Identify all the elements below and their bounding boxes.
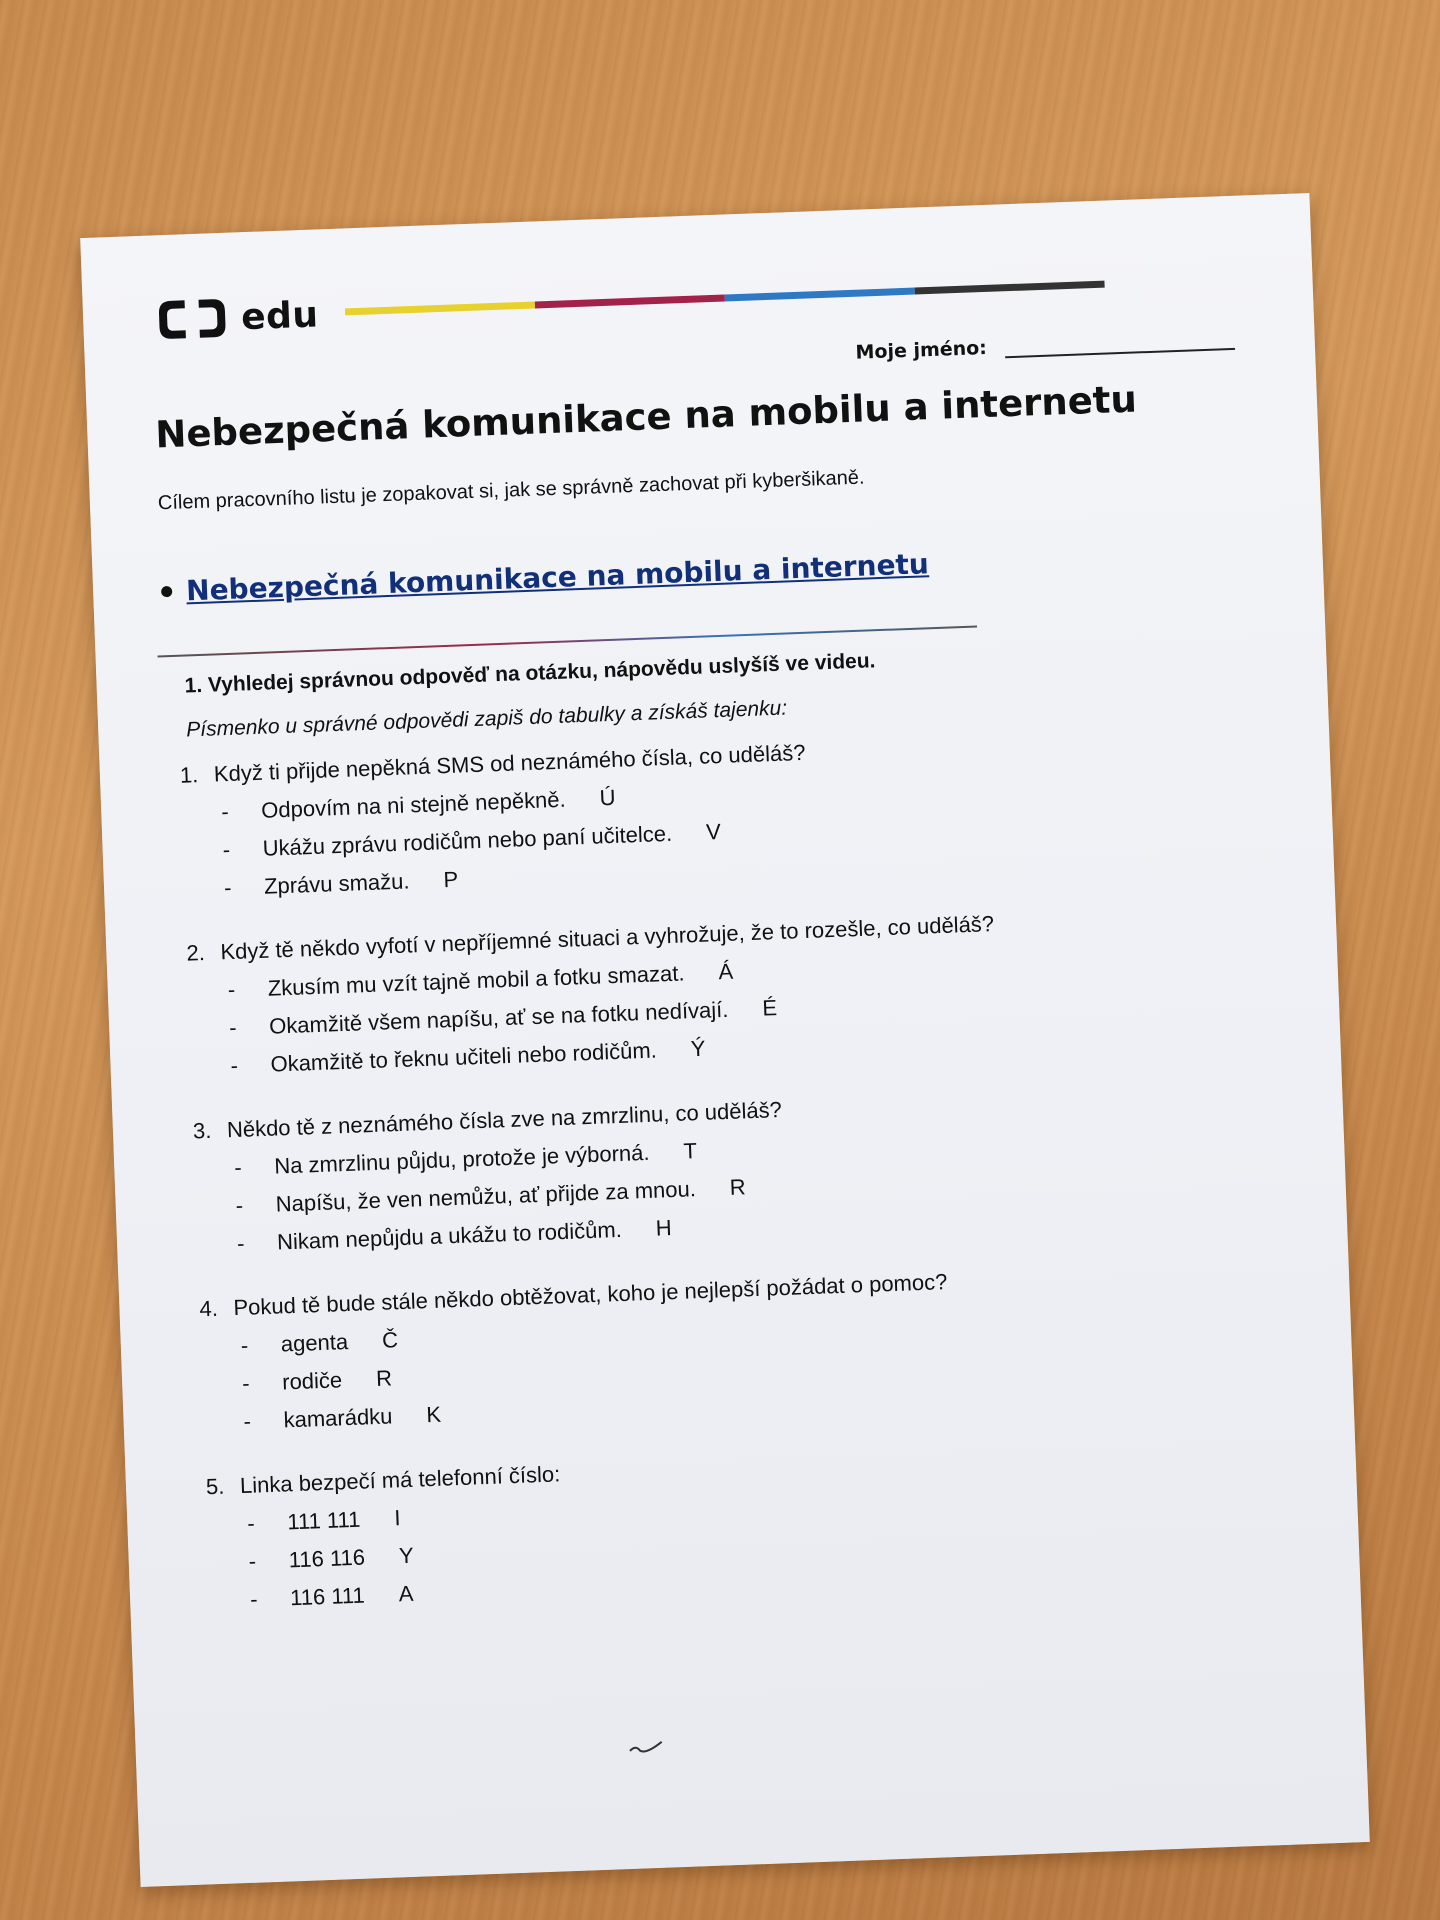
stripe-magenta: [535, 295, 725, 309]
answer-text: kamarádku: [283, 1403, 393, 1433]
answer-option: - Odpovím na ni stejně nepěkně. Ú: [220, 784, 616, 825]
answer-letter: Ý: [690, 1035, 706, 1062]
answer-letter: V: [705, 819, 722, 845]
answer-option: - Napíšu, že ven nemůžu, ať přijde za mnou. R: [235, 1174, 747, 1219]
answer-text: Odpovím na ni stejně nepěkně.: [260, 786, 567, 823]
answer-option: - agenta Č: [240, 1327, 399, 1358]
answer-letter: Y: [398, 1542, 415, 1569]
answer-option: - Na zmrzlinu půjdu, protože je výborná. T: [233, 1138, 698, 1181]
answer-text: Napíšu, že ven nemůžu, ať přijde za mnou.: [275, 1176, 697, 1217]
answer-letter: K: [425, 1401, 442, 1428]
answer-text: Zprávu smažu.: [263, 868, 410, 899]
answer-text: Na zmrzlinu půjdu, protože je výborná.: [273, 1139, 650, 1179]
question-text: Když ti přijde nepěkná SMS od neznámého čísla, co uděláš?: [213, 739, 806, 787]
question-number: 3.: [192, 1117, 212, 1144]
question-text: Linka bezpečí má telefonní číslo:: [239, 1461, 561, 1499]
answer-option: - Zkusím mu vzít tajně mobil a fotku smazat. Á: [227, 958, 734, 1003]
answer-letter: P: [442, 866, 459, 893]
question-list: [179, 722, 1311, 1652]
task-title: 1. Vyhledej správnou odpověď na otázku, nápovědu uslyšíš ve videu.: [184, 649, 876, 698]
question: [193, 1078, 1297, 1258]
answer-text: 111 111: [286, 1506, 361, 1535]
answer-text: Okamžitě všem napíšu, ať se na fotku nedívají.: [268, 996, 729, 1039]
page-title: Nebezpečná komunikace na mobilu a internetu: [154, 377, 1138, 457]
brackets-logo-icon: [154, 295, 230, 344]
question-number: 4.: [199, 1295, 219, 1322]
pen-mark-icon: [628, 1738, 665, 1759]
answer-letter: Á: [717, 958, 734, 985]
answer-option: - 116 116 Y: [248, 1542, 415, 1574]
answer-text: agenta: [280, 1329, 349, 1357]
answer-option: - Nikam nepůjdu a ukážu to rodičům. H: [236, 1215, 673, 1257]
video-link-item[interactable]: [161, 547, 930, 608]
question-number: 1.: [179, 762, 199, 788]
answer-option: - rodiče R: [241, 1365, 393, 1396]
answer-letter: I: [393, 1505, 401, 1531]
answer-option: - 111 111 I: [246, 1505, 401, 1536]
answer-letter: H: [655, 1215, 673, 1241]
question: [186, 900, 1290, 1080]
answer-letter: É: [761, 995, 778, 1021]
worksheet-paper: [80, 193, 1370, 1887]
answer-option: - kamarádku K: [243, 1401, 442, 1434]
page-subtitle: Cílem pracovního listu je zopakovat si, jak se správně zachovat při kyberšikaně.: [157, 466, 865, 515]
name-blank-line[interactable]: [1004, 326, 1235, 358]
answer-letter: Č: [381, 1327, 399, 1353]
answer-text: Okamžitě to řeknu učiteli nebo rodičům.: [270, 1037, 658, 1077]
answer-letter: Ú: [599, 784, 616, 811]
question: [199, 1256, 1303, 1436]
answer-option: - Ukážu zprávu rodičům nebo paní učitelce. V: [222, 819, 722, 863]
question-text: Někdo tě z neznámého čísla zve na zmrzlinu, co uděláš?: [226, 1096, 783, 1143]
answer-text: Ukážu zprávu rodičům nebo paní učitelce.: [262, 820, 673, 861]
stripe-yellow: [345, 301, 535, 315]
question-number: 2.: [185, 940, 206, 966]
answer-option: - 116 111 A: [249, 1580, 414, 1612]
answer-option: - Okamžitě všem napíšu, ať se na fotku nedívají. É: [228, 995, 778, 1041]
logo: [154, 291, 319, 343]
video-link[interactable]: Nebezpečná komunikace na mobilu a internetu: [185, 547, 930, 608]
stripe-blue: [725, 288, 915, 302]
answer-option: - Zprávu smažu. P: [223, 866, 459, 901]
answer-letter: T: [683, 1138, 698, 1164]
answer-text: 116 116: [288, 1544, 366, 1573]
answer-letter: A: [398, 1580, 414, 1607]
answer-letter: R: [375, 1365, 393, 1392]
name-label: Moje jméno:: [855, 336, 988, 364]
question-text: Pokud tě bude stále někdo obtěžovat, koho je nejlepší požádat o pomoc?: [233, 1269, 948, 1321]
answer-text: Nikam nepůjdu a ukážu to rodičům.: [276, 1216, 623, 1255]
answer-text: 116 111: [289, 1582, 366, 1611]
task-hint: Písmenko u správné odpovědi zapiš do tabulky a získáš tajenku:: [185, 696, 788, 742]
answer-text: Zkusím mu vzít tajně mobil a fotku smazat.: [267, 960, 685, 1001]
answer-option: - Okamžitě to řeknu učiteli nebo rodičům. Ý: [230, 1035, 706, 1079]
question: [179, 722, 1283, 902]
answer-text: rodiče: [281, 1367, 343, 1395]
question-text: Když tě někdo vyfotí v nepříjemné situaci a vyhrožuje, že to rozešle, co uděláš?: [219, 911, 995, 965]
logo-word: edu: [240, 293, 320, 338]
answer-letter: R: [729, 1174, 747, 1200]
bullet-icon: [161, 586, 172, 597]
question: [206, 1434, 1310, 1614]
stripe-dark: [915, 281, 1105, 295]
question-number: 5.: [205, 1473, 225, 1500]
name-field-row: [855, 326, 1235, 364]
